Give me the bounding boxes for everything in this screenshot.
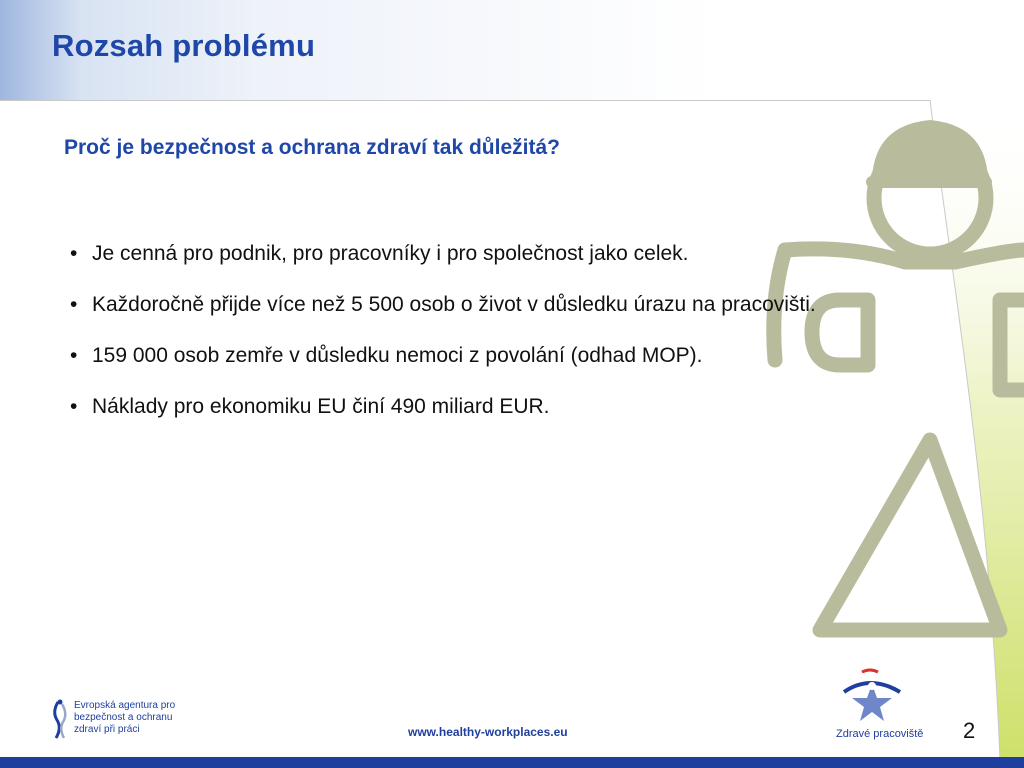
page-number: 2 [963,718,976,743]
bullet-item: • Je cenná pro podnik, pro pracovníky i pro společnost jako celek. [70,230,870,278]
bullet-item: • 159 000 osob zemře v důsledku nemoci z povolání (odhad MOP). [70,332,870,380]
agency-name-line: Evropská agentura pro [74,700,176,711]
campaign-label: Zdravé pracoviště [836,728,924,740]
bullet-item: • Náklady pro ekonomiku EU činí 490 miliard EUR. [70,383,870,431]
agency-name-line: bezpečnost a ochranu [74,712,173,723]
bullet-list [70,230,870,434]
slide-subtitle: Proč je bezpečnost a ochrana zdraví tak důležitá? [64,136,560,159]
agency-name [74,700,175,736]
footer-bar [0,757,1024,768]
bullet-item: • Každoročně přijde více než 5 500 osob o život v důsledku úrazu na pracovišti. [70,281,870,329]
agency-name-line: zdraví při práci [74,724,140,735]
footer-url-link[interactable]: www.healthy-workplaces.eu [408,725,568,739]
slide-title: Rozsah problému [52,28,316,63]
campaign-logo-icon [836,666,916,722]
